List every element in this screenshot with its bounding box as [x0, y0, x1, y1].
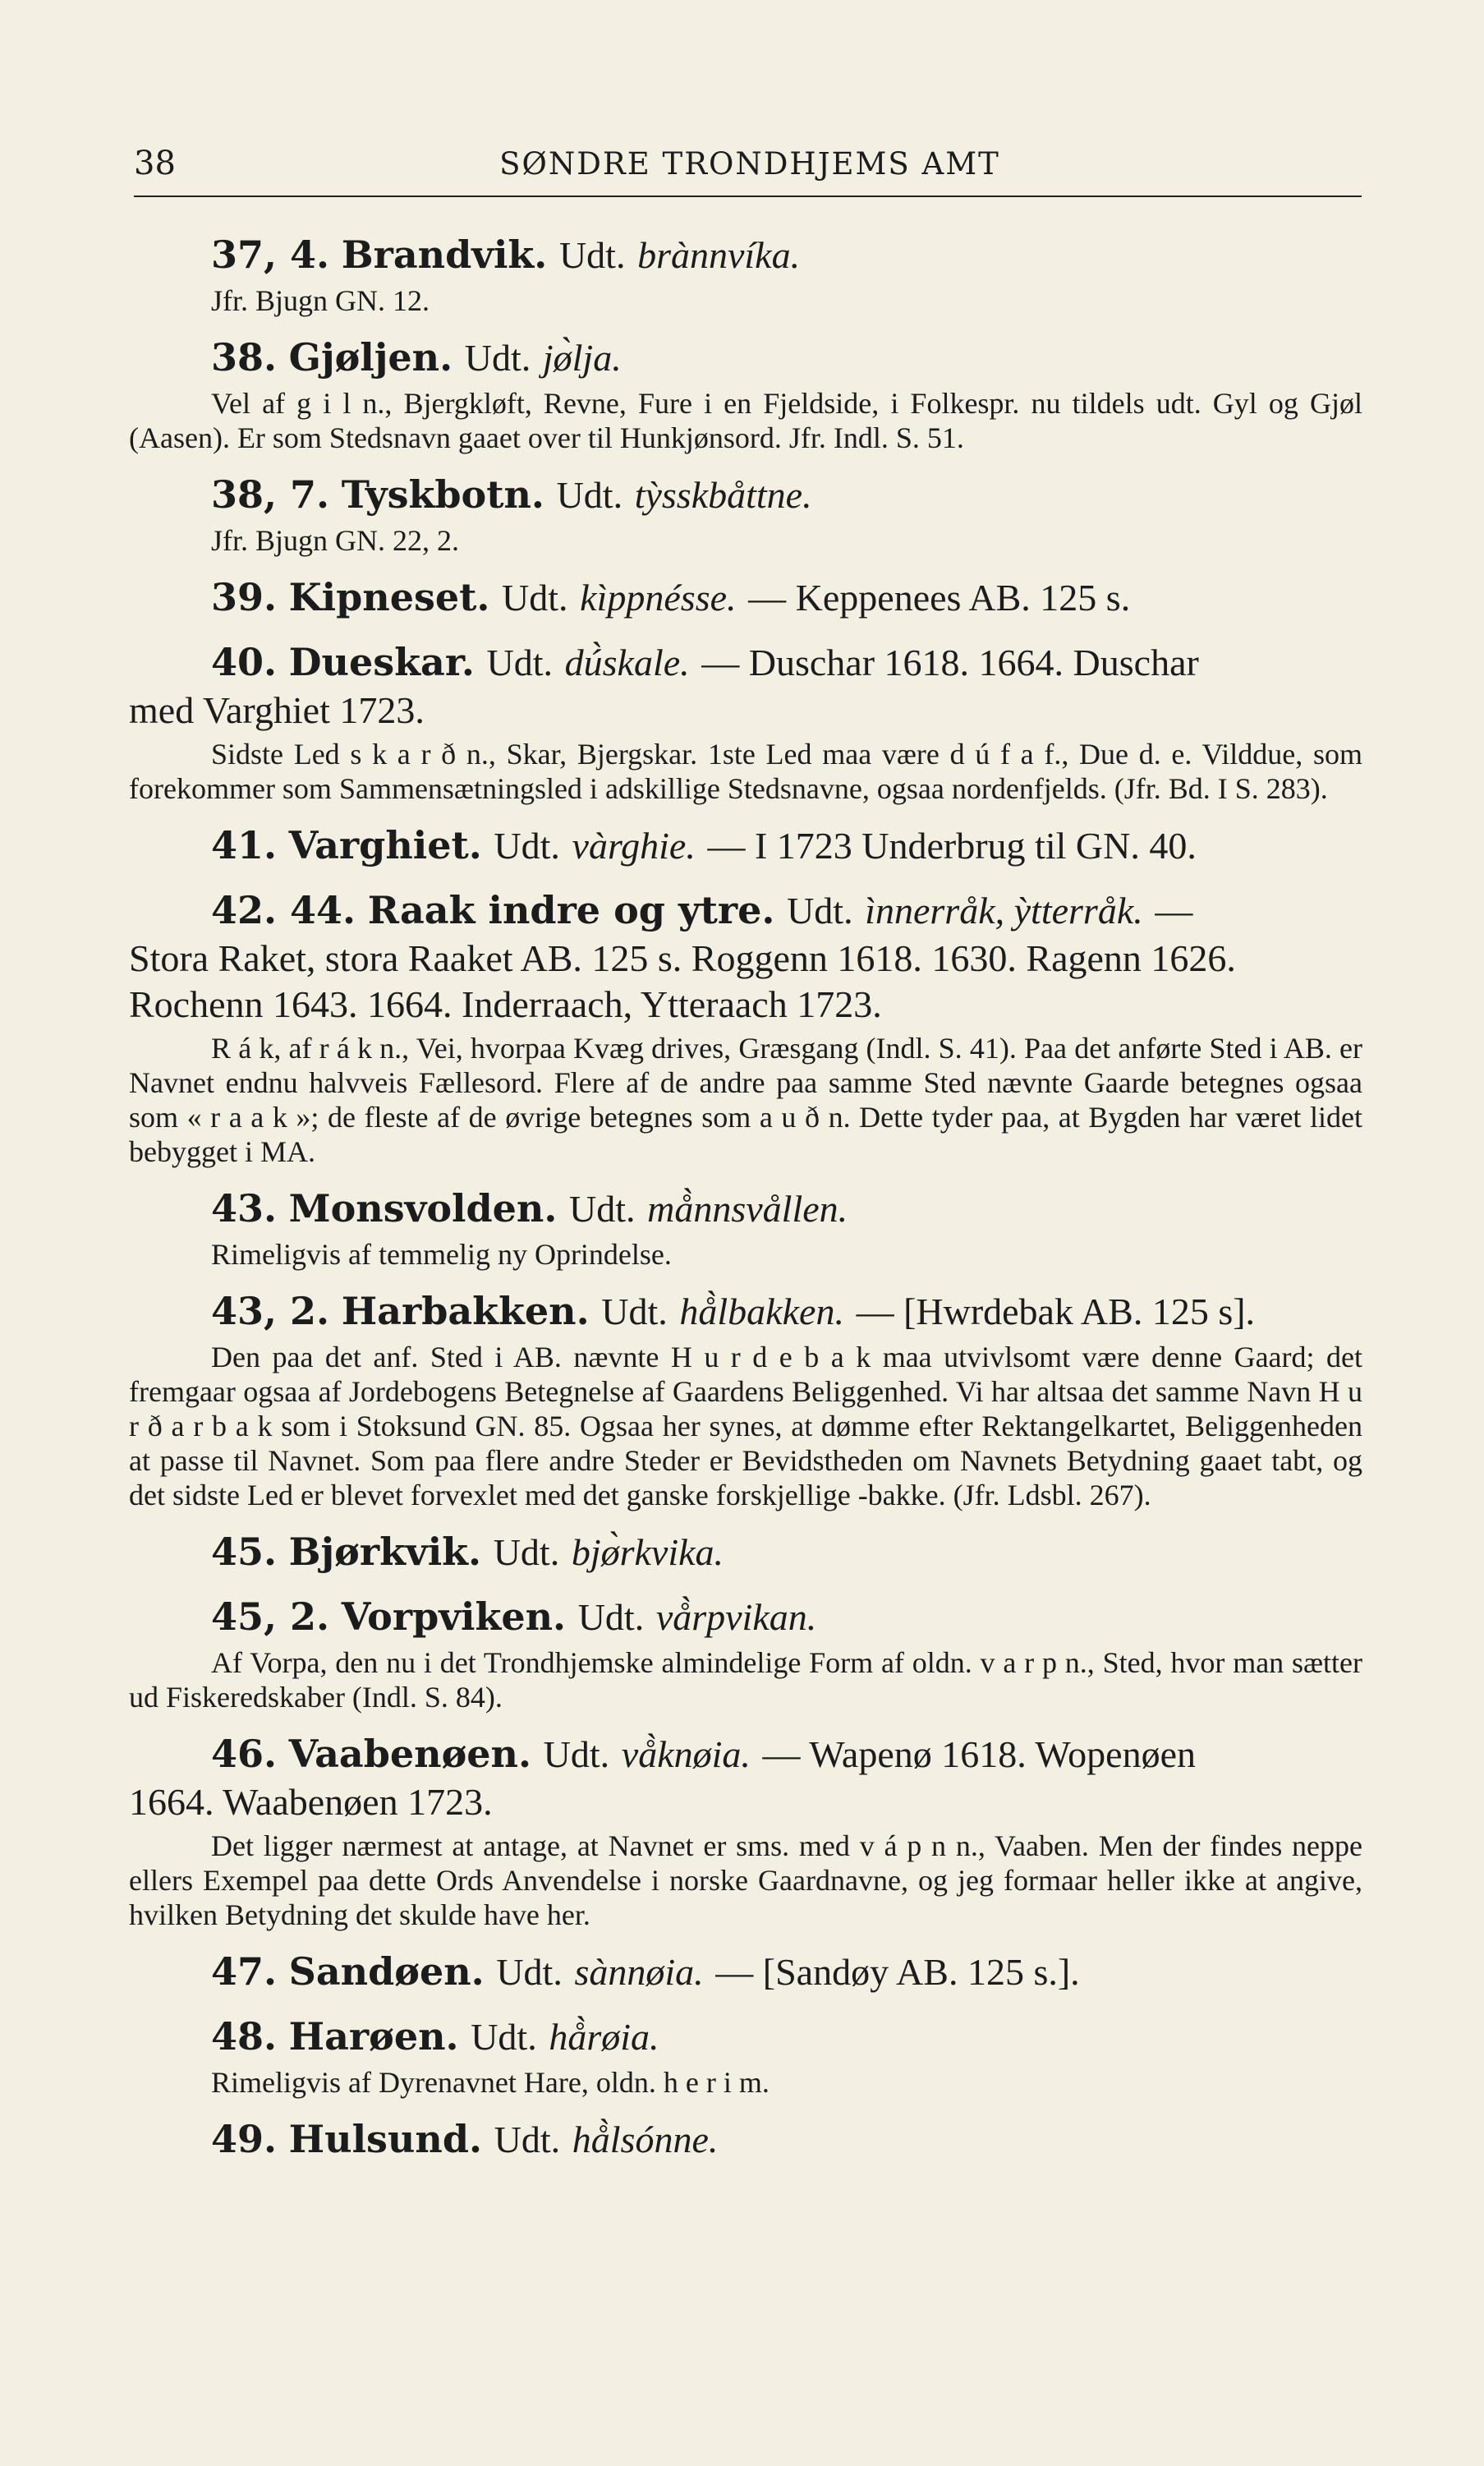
farm-name: Vaabenøen.: [288, 1732, 532, 1776]
entry-heading: [129, 470, 1362, 520]
farm-name: Varghiet.: [288, 823, 482, 867]
entry-note: Jfr. Bjugn GN. 22, 2.: [211, 524, 460, 557]
historical-forms: — [Hwrdebak AB. 125 s].: [856, 1291, 1256, 1332]
pronunciation-label: Udt.: [493, 1531, 560, 1573]
entry-heading: [129, 1729, 1362, 1779]
pronunciation: sànnøia.: [574, 1951, 704, 1993]
entry-note: Sidste Led s k a r ð n., Skar, Bjergskar. 1ste Led maa være d ú f a f., Due d. e. Vilddue, som forekommer som Sammensætningsled i adskillige Stedsnavne, ogsaa nordenfjelds. (Jfr. Bd. I S. 283).: [129, 738, 1362, 805]
historical-forms: — Duschar 1618. 1664. Duschar: [701, 642, 1199, 683]
entries-column: [129, 220, 1362, 2165]
entry-number: 39.: [211, 575, 278, 619]
farm-entry: [129, 1184, 1362, 1272]
entry-heading: [129, 821, 1362, 871]
farm-name: Sandøen.: [288, 1949, 485, 1994]
page-header: [134, 141, 1366, 191]
farm-name: Kipneset.: [288, 575, 490, 619]
entry-heading: [129, 1286, 1362, 1337]
farm-entry: [129, 637, 1362, 806]
historical-forms: — Keppenees AB. 125 s.: [748, 577, 1131, 619]
pronunciation-label: Udt.: [556, 474, 623, 516]
entry-heading: [129, 1184, 1362, 1234]
farm-entry: [129, 1592, 1362, 1714]
entry-note: Af Vorpa, den nu i det Trondhjemske almindelige Form af oldn. v a r p n., Sted, hvor man sætter ud Fiskeredskaber (Indl. S. 84).: [129, 1646, 1362, 1714]
farm-entry: [129, 573, 1362, 623]
entry-number: 43.: [211, 1186, 278, 1231]
entry-number: 40.: [211, 640, 278, 684]
pronunciation-label: Udt.: [494, 2119, 561, 2160]
farm-entry: [129, 2012, 1362, 2100]
pronunciation-label: Udt.: [569, 1188, 636, 1230]
pronunciation-label: Udt.: [464, 337, 531, 379]
entry-note: Rimeligvis af temmelig ny Oprindelse.: [211, 1238, 672, 1271]
entry-note: R á k, af r á k n., Vei, hvorpaa Kvæg drives, Græsgang (Indl. S. 41). Paa det anførte Sted i AB. er Navnet endnu halvveis Fællesord. Flere af de andre paa samme Sted nævnte Gaarde betegnes ogsaa som « r a a k »; de fleste af de øvrige betegnes som a u ð n. Dette tyder paa, at Bygden har været lidet bebygget i MA.: [129, 1032, 1362, 1168]
entry-heading: [129, 1947, 1362, 1997]
entry-heading: [129, 1592, 1362, 1642]
pronunciation: dú̀skale.: [564, 642, 690, 683]
farm-name: Vorpviken.: [341, 1594, 567, 1639]
entry-note: Rimeligvis af Dyrenavnet Hare, oldn. h e r i m.: [211, 2066, 770, 2099]
farm-name: Gjøljen.: [288, 335, 453, 380]
pronunciation-label: Udt.: [577, 1596, 645, 1638]
farm-name: Bjørkvik.: [288, 1530, 482, 1574]
farm-entry: [129, 886, 1362, 1169]
header-rule: [134, 196, 1362, 197]
entry-number: 45, 2.: [211, 1594, 330, 1639]
heading-continuation: 1664. Waabenøen 1723.: [129, 1781, 493, 1823]
farm-name: Brandvik.: [341, 232, 548, 277]
pronunciation: kìppnésse.: [580, 577, 737, 619]
farm-entry: [129, 1947, 1362, 1997]
pronunciation-label: Udt.: [502, 577, 568, 619]
farm-entry: [129, 821, 1362, 871]
entry-number: 48.: [211, 2014, 278, 2059]
entry-note: Vel af g i l n., Bjergkløft, Revne, Fure i en Fjeldside, i Folkespr. nu tildels udt. Gyl og Gjøl (Aasen). Er som Stedsnavn gaaet over til Hunkjønsord. Jfr. Indl. S. 51.: [129, 387, 1362, 454]
pronunciation: vå̀knøia.: [621, 1733, 751, 1775]
entry-note: Jfr. Bjugn GN. 12.: [211, 284, 430, 317]
pronunciation-label: Udt.: [601, 1291, 668, 1332]
pronunciation: ìnnerråk, ỳtterråk.: [865, 890, 1143, 932]
entry-note: Det ligger nærmest at antage, at Navnet er sms. med v á p n n., Vaaben. Men der findes neppe ellers Exempel paa dette Ords Anvendelse i norske Gaardnavne, og jeg formaar heller ikke at angive, hvilken Betydning det skulde have her.: [129, 1829, 1362, 1931]
entry-heading: [129, 637, 1362, 688]
farm-entry: [129, 333, 1362, 455]
pronunciation: tỳsskbåttne.: [634, 474, 812, 516]
entry-heading: [129, 573, 1362, 623]
pronunciation: må̀nnsvållen.: [647, 1188, 848, 1230]
farm-name: Harbakken.: [341, 1289, 590, 1333]
entry-heading: [129, 230, 1362, 280]
pronunciation: vå̀rpvikan.: [655, 1596, 817, 1638]
pronunciation-label: Udt.: [494, 825, 560, 867]
pronunciation-label: Udt.: [543, 1733, 610, 1775]
pronunciation-label: Udt.: [486, 642, 553, 683]
historical-forms: — [Sandøy AB. 125 s.].: [715, 1951, 1080, 1993]
entry-number: 47.: [211, 1949, 278, 1994]
entry-number: 43, 2.: [211, 1289, 330, 1333]
historical-forms: — I 1723 Underbrug til GN. 40.: [707, 825, 1197, 867]
running-title: SØNDRE TRONDHJEMS AMT: [499, 146, 1000, 182]
farm-entry: [129, 1286, 1362, 1512]
entry-heading: [129, 2114, 1362, 2165]
entry-number: 38, 7.: [211, 472, 330, 517]
farm-name: Tyskbotn.: [341, 472, 544, 517]
farm-name: Raak indre og ytre.: [367, 888, 775, 932]
entry-number: 37, 4.: [211, 232, 330, 277]
entry-number: 38.: [211, 335, 278, 380]
pronunciation: jø̀lja.: [542, 337, 622, 379]
pronunciation: vàrghie.: [572, 825, 696, 867]
entry-heading: [129, 2012, 1362, 2062]
pronunciation-label: Udt.: [787, 890, 853, 932]
farm-name: Monsvolden.: [288, 1186, 558, 1231]
entry-heading: [129, 333, 1362, 383]
heading-continuation: Stora Raket, stora Raaket AB. 125 s. Roggenn 1618. 1630. Ragenn 1626. Rochenn 1643. 1664. Inderraach, Ytteraach 1723.: [129, 937, 1236, 1025]
pronunciation: bjø̀rkvika.: [571, 1531, 724, 1573]
entry-note: Den paa det anf. Sted i AB. nævnte H u r d e b a k maa utvivlsomt være denne Gaard; det fremgaar ogsaa af Jordebogens Betegnelse af Gaardens Beliggenhed. Vi har altsaa det samme Navn H u r ð a r b a k som i Stoksund GN. 85. Ogsaa her synes, at dømme efter Rektangelkartet, Beliggenheden at passe til Navnet. Som paa flere andre Steder er Bevidstheden om Navnets Betydning gaaet tabt, og det sidste Led er blevet forvexlet med det ganske forskjellige -bakke. (Jfr. Ldsbl. 267).: [129, 1341, 1362, 1511]
entry-number: 41.: [211, 823, 278, 867]
pronunciation-label: Udt.: [496, 1951, 563, 1993]
farm-name: Dueskar.: [288, 640, 475, 684]
entry-heading: [129, 886, 1362, 936]
heading-continuation: med Varghiet 1723.: [129, 689, 425, 731]
farm-name: Hulsund.: [288, 2117, 483, 2161]
entry-number: 42. 44.: [211, 888, 356, 932]
page-number: 38: [134, 145, 176, 182]
historical-forms: — Wapenø 1618. Wopenøen: [762, 1733, 1197, 1775]
entry-number: 49.: [211, 2117, 278, 2161]
pronunciation-label: Udt.: [558, 234, 626, 276]
farm-entry: [129, 470, 1362, 558]
entry-heading: [129, 1527, 1362, 1577]
entry-number: 45.: [211, 1530, 278, 1574]
farm-entry: [129, 1729, 1362, 1932]
pronunciation: hå̀røia.: [549, 2016, 659, 2058]
farm-entry: [129, 1527, 1362, 1577]
pronunciation: brànnvíka.: [637, 234, 801, 276]
pronunciation: hå̀lbakken.: [679, 1291, 844, 1332]
entry-number: 46.: [211, 1732, 278, 1776]
historical-forms: —: [1155, 890, 1193, 932]
farm-entry: [129, 230, 1362, 318]
farm-name: Harøen.: [288, 2014, 459, 2059]
pronunciation-label: Udt.: [471, 2016, 537, 2058]
farm-entry: [129, 2114, 1362, 2165]
pronunciation: hå̀lsónne.: [572, 2119, 719, 2160]
